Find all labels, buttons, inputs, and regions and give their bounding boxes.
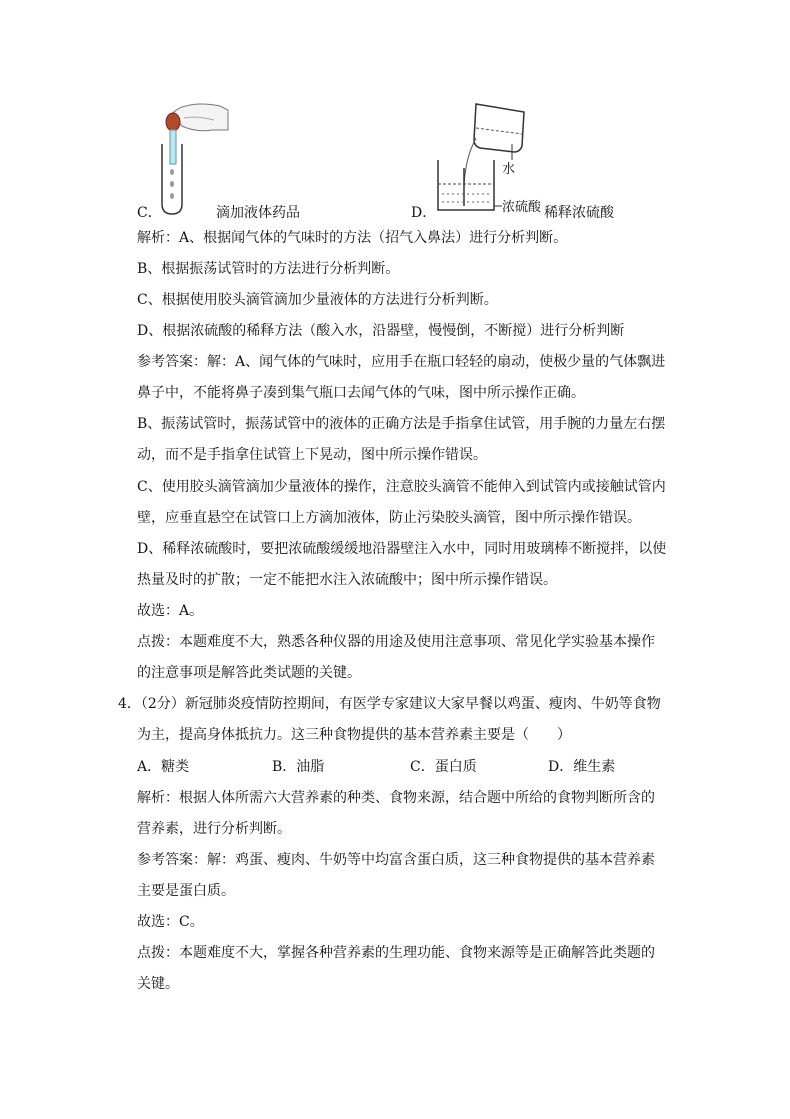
q3-line: C、根据使用胶头滴管滴加少量液体的方法进行分析判断。 — [137, 292, 498, 308]
q3-line: 解析：A、根据闻气体的气味时的方法（招气入鼻法）进行分析判断。 — [137, 230, 568, 246]
figure-c-label: C． — [137, 205, 162, 221]
q4-stem: 4．（2分）新冠肺炎疫情防控期间，有医学专家建议大家早餐以鸡蛋、瘦肉、牛奶等食物 — [118, 696, 661, 712]
q4-line: 关键。 — [137, 976, 179, 992]
q4-option-b: B．油脂 — [272, 759, 325, 775]
q3-line: D、稀释浓硫酸时，要把浓硫酸缓缓地沿器壁注入水中，同时用玻璃棒不断搅拌，以使 — [137, 541, 667, 557]
q3-line: B、根据振荡试管时的方法进行分析判断。 — [137, 261, 400, 277]
q4-option-a: A．糖类 — [137, 759, 190, 775]
q3-line: 热量及时的扩散；一定不能把水注入浓硫酸中；图中所示操作错误。 — [137, 572, 557, 588]
q3-line: C、使用胶头滴管滴加少量液体的操作，注意胶头滴管不能伸入到试管内或接触试管内 — [137, 479, 666, 495]
q3-line: 参考答案：解：A、闻气体的气味时，应用手在瓶口轻轻的扇动，使极少量的气体飘进 — [137, 354, 666, 370]
q3-line: D、根据浓硫酸的稀释方法（酸入水，沿器壁，慢慢倒，不断搅）进行分析判断 — [137, 323, 625, 339]
q3-line: B、振荡试管时，振荡试管中的液体的正确方法是手指拿住试管，用手腕的力量左右摆 — [137, 416, 666, 432]
q4-line: 参考答案：解：鸡蛋、瘦肉、牛奶等中均富含蛋白质，这三种食物提供的基本营养素 — [137, 852, 655, 868]
q4-line: 营养素，进行分析判断。 — [137, 821, 291, 837]
q4-line: 解析：根据人体所需六大营养素的种类、食物来源，结合题中所给的食物判断所含的 — [137, 790, 655, 806]
q4-line: 点拨：本题难度不大，掌握各种营养素的生理功能、食物来源等是正确解答此类题的 — [137, 945, 655, 961]
q3-line: 壁，应垂直悬空在试管口上方滴加液体，防止污染胶头滴管，图中所示操作错误。 — [137, 510, 641, 526]
figure-d-label: D． — [411, 205, 437, 221]
q4-option-c: C．蛋白质 — [410, 759, 477, 775]
q4-option-d: D．维生素 — [548, 759, 616, 775]
acid-label: 浓硫酸 — [502, 200, 542, 215]
q4-answer: 故选：C。 — [137, 914, 204, 930]
q3-line: 鼻子中，不能将鼻子凑到集气瓶口去闻气体的气味，图中所示操作正确。 — [137, 385, 585, 401]
q3-line: 点拨：本题难度不大，熟悉各种仪器的用途及使用注意事项、常见化学实验基本操作 — [137, 634, 655, 650]
q3-answer: 故选：A。 — [137, 603, 204, 619]
dropper-test-tube-figure — [150, 100, 230, 220]
figure-c-caption: 滴加液体药品 — [216, 205, 300, 221]
q4-stem: 为主，提高身体抵抗力。这三种食物提供的基本营养素主要是（ ） — [137, 727, 571, 743]
q4-line: 主要是蛋白质。 — [137, 883, 235, 899]
q3-line: 动，而不是手指拿住试管上下晃动，图中所示操作错误。 — [137, 447, 487, 463]
water-label: 水 — [502, 162, 516, 177]
figure-d-caption: 稀释浓硫酸 — [544, 205, 614, 221]
q3-line: 的注意事项是解答此类试题的关键。 — [137, 665, 361, 681]
